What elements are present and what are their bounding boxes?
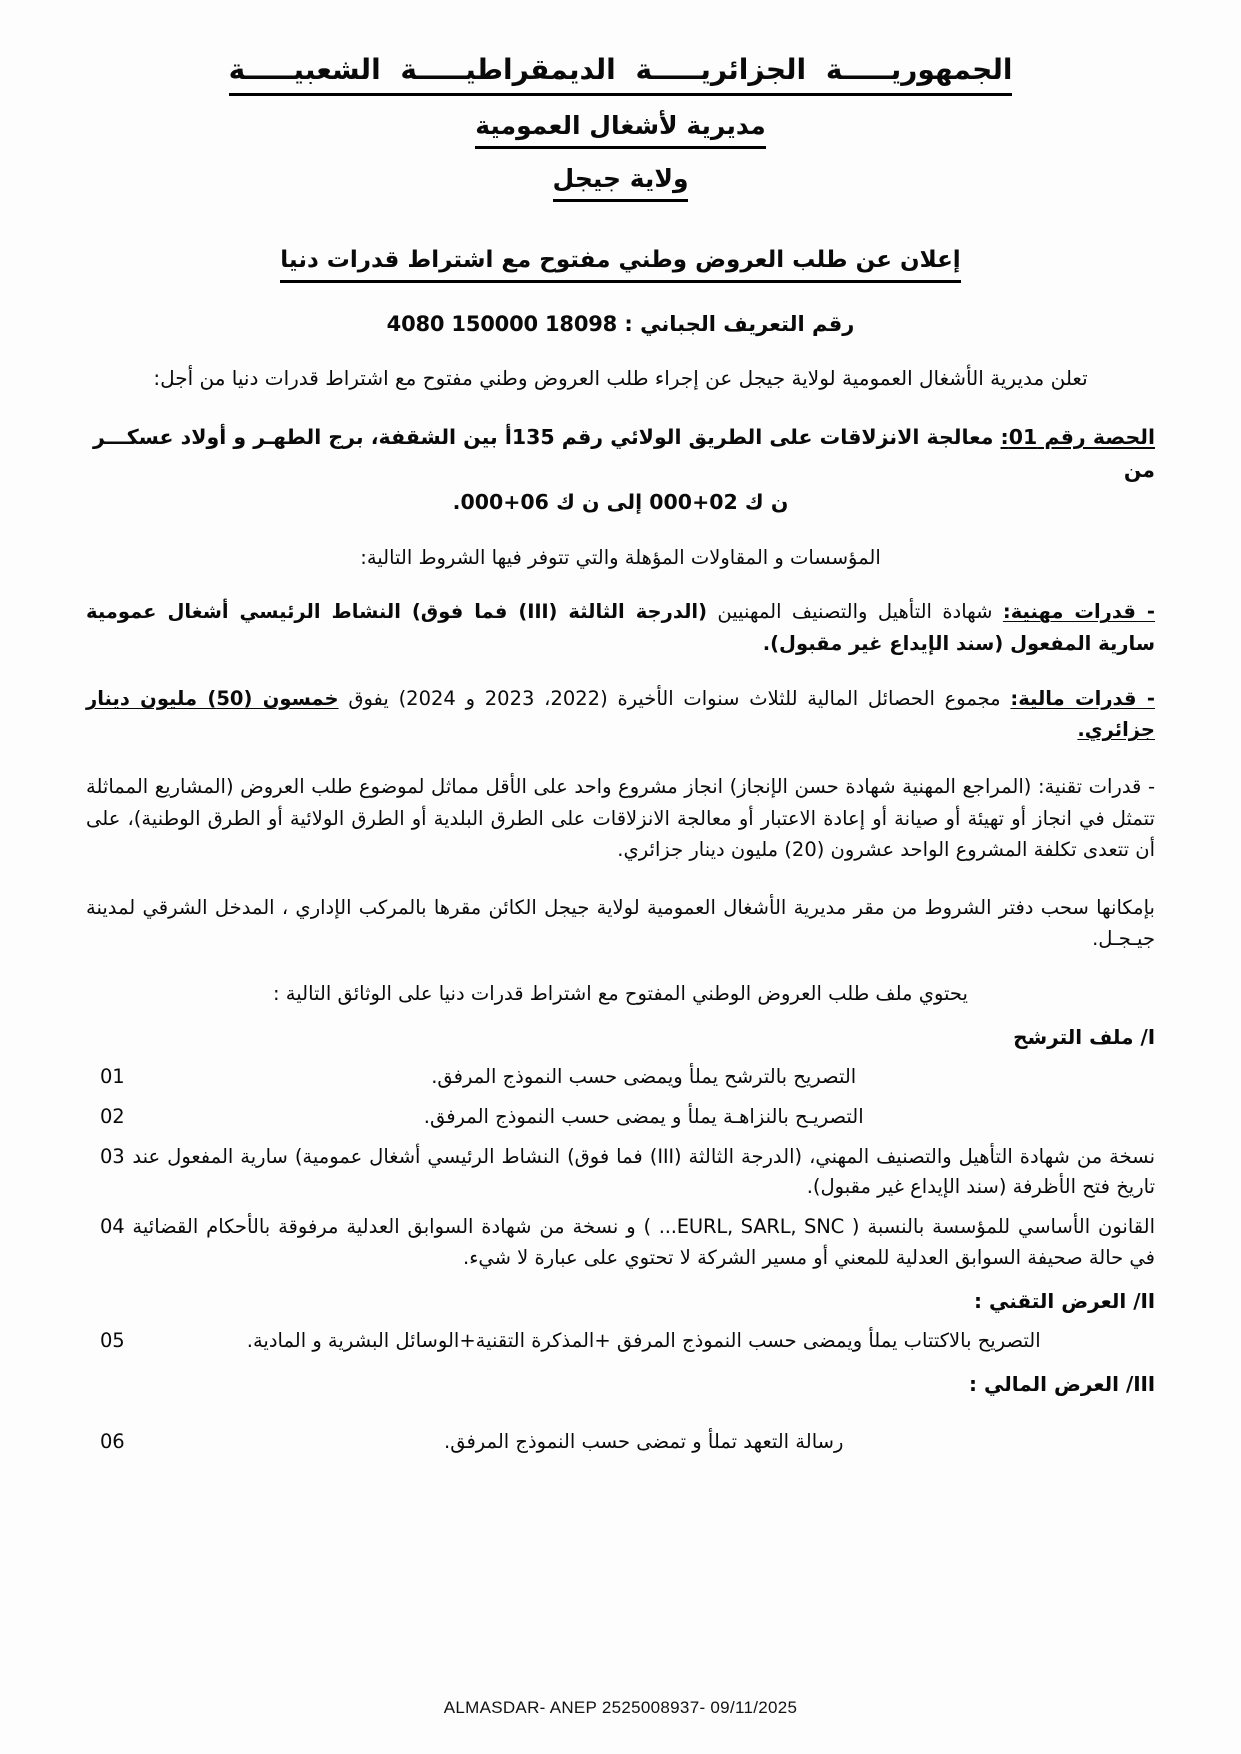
section-roman-2: II [1140, 1288, 1155, 1313]
list-item [86, 1062, 1155, 1092]
item-index: 04 [100, 1215, 125, 1239]
item-text: نسخة من شهادة التأهيل والتصنيف المهني، (الدرجة الثالثة (III) فما فوق) النشاط الرئيسي أشغال عمومية) سارية المفعول عند تاريخ فتح الأظرفة (سند الإيداع غير مقبول). [132, 1145, 1155, 1199]
lot-description: معالجة الانزلاقات على الطريق الولائي رقم 135أ بين الشقفة، برج الطهـر و أولاد عسكـــر من [92, 424, 1155, 482]
directorate-header [86, 108, 1155, 149]
anep-footer: ALMASDAR- ANEP 2525008937- 09/11/2025 [443, 1698, 798, 1717]
tax-id-label: رقم التعريف الجباني : [624, 312, 855, 337]
qualified-firms-line: المؤسسات و المقاولات المؤهلة والتي تتوفر فيها الشروط التالية: [360, 546, 881, 570]
section-heading-3 [86, 1370, 1155, 1399]
announcement-title-text: إعلان عن طلب العروض وطني مفتوح مع اشتراط قدرات دنيا [280, 244, 960, 283]
list-item [86, 1427, 1155, 1457]
wilaya-header-text: ولاية جيجل [553, 161, 689, 202]
section-roman-1: I [1147, 1024, 1155, 1049]
condition-technical-label: - قدرات تقنية: [1037, 775, 1155, 799]
item-index: 06 [100, 1430, 125, 1454]
condition-professional-label: - قدرات مهنية: [1002, 600, 1155, 624]
list-item [86, 1142, 1155, 1202]
condition-professional-text2: النشاط الرئيسي أشغال عمومية سارية المفعول (سند الإيداع غير مقبول). [86, 600, 1155, 655]
wilaya-header [86, 161, 1155, 202]
section-heading-1 [86, 1023, 1155, 1052]
condition-technical-refs: (المراجع المهنية شهادة حسن الإنجاز) [729, 775, 1038, 799]
section-title-1: / ملف الترشح [1013, 1024, 1148, 1049]
tax-id-number: 4080 150000 18098 [386, 312, 618, 337]
republic-header [86, 50, 1155, 96]
lot-block [86, 421, 1155, 487]
item-text: القانون الأساسي للمؤسسة بالنسبة ( EURL, SARL, SNC... ) و نسخة من شهادة السوابق العدلية مرفوقة بالأحكام القضائية في حالة صحيفة السوابق العدلية للمعني أو مسير الشركة لا تحتوي على عبارة لا شيء. [132, 1215, 1155, 1269]
list-item [86, 1212, 1155, 1272]
list-item [86, 1326, 1155, 1356]
tax-id-line [86, 309, 1155, 339]
item-text: التصريح بالترشح يملأ ويمضى حسب النموذج المرفق. [431, 1064, 857, 1088]
directorate-header-text: مديرية لأشغال العمومية [475, 108, 766, 149]
item-index: 02 [100, 1104, 125, 1128]
intro-paragraph: تعلن مديرية الأشغال العمومية لولاية جيجل عن إجراء طلب العروض وطني مفتوح مع اشتراط قدرات دنيا من أجل: [153, 365, 1088, 390]
condition-financial-text1: مجموع الحصائل المالية للثلاث سنوات الأخيرة (2022، 2023 و 2024) يفوق [338, 686, 1011, 710]
item-text: التصريح بالاكتتاب يملأ ويمضى حسب النموذج المرفق +المذكرة التقنية+الوسائل البشرية و المادية. [246, 1328, 1041, 1352]
condition-professional [86, 596, 1155, 658]
section-title-2: / العرض التقني : [974, 1288, 1141, 1313]
list-item [86, 1102, 1155, 1132]
lot-kilometers: ن ك 02+000 إلى ن ك 06+000. [452, 490, 789, 515]
republic-header-text: الجمهوريـــــة الجزائريـــــة الديمقراطيـــــة الشعبيـــــة [229, 50, 1013, 96]
item-index: 05 [100, 1328, 125, 1352]
section-heading-2 [86, 1287, 1155, 1316]
condition-professional-text1: شهادة التأهيل والتصنيف المهنيين [707, 600, 1003, 624]
file-contains-paragraph: يحتوي ملف طلب العروض الوطني المفتوح مع اشتراط قدرات دنيا على الوثائق التالية : [273, 982, 968, 1006]
document-sheet [86, 34, 1155, 1754]
section-title-3: / العرض المالي : [969, 1372, 1134, 1397]
condition-professional-grade: (الدرجة الثالثة (III) فما فوق) [411, 600, 708, 624]
withdraw-paragraph: بإمكانها سحب دفتر الشروط من مقر مديرية الأشغال العمومية لولاية جيجل الكائن مقرها بالمركب الإداري ، المدخل الشرقي لمدينة جيـجـل. [86, 895, 1155, 951]
item-index: 01 [100, 1064, 125, 1088]
item-text: التصريـح بالنزاهـة يملأ و يمضى حسب النموذج المرفق. [423, 1104, 864, 1128]
condition-technical [86, 771, 1155, 866]
announcement-title [86, 244, 1155, 283]
condition-financial-label: - قدرات مالية: [1010, 686, 1156, 710]
condition-technical-amount: عشرون (20) مليون دينار جزائري. [617, 838, 895, 862]
condition-financial [86, 683, 1155, 745]
lot-number-label: الحصة رقم 01: [1000, 424, 1155, 449]
item-text: رسالة التعهد تملأ و تمضى حسب النموذج المرفق. [444, 1430, 844, 1454]
item-index: 03 [100, 1145, 125, 1169]
condition-financial-amount: خمسون (50) مليون دينار جزائري. [86, 686, 1155, 742]
section-roman-3: III [1133, 1372, 1155, 1397]
condition-technical-text: انجاز مشروع واحد على الأقل مماثل لموضوع طلب العروض (المشاريع المماثلة تتمثل في انجاز أو تهيئة أو صيانة أو إعادة الاعتبار أو معالجة الانزلاقات على الطرق البلدية أو الطرق الولائية أو الطرق الوطنية)، على أن تتعدى تكلفة المشروع الواحد [86, 775, 1155, 862]
